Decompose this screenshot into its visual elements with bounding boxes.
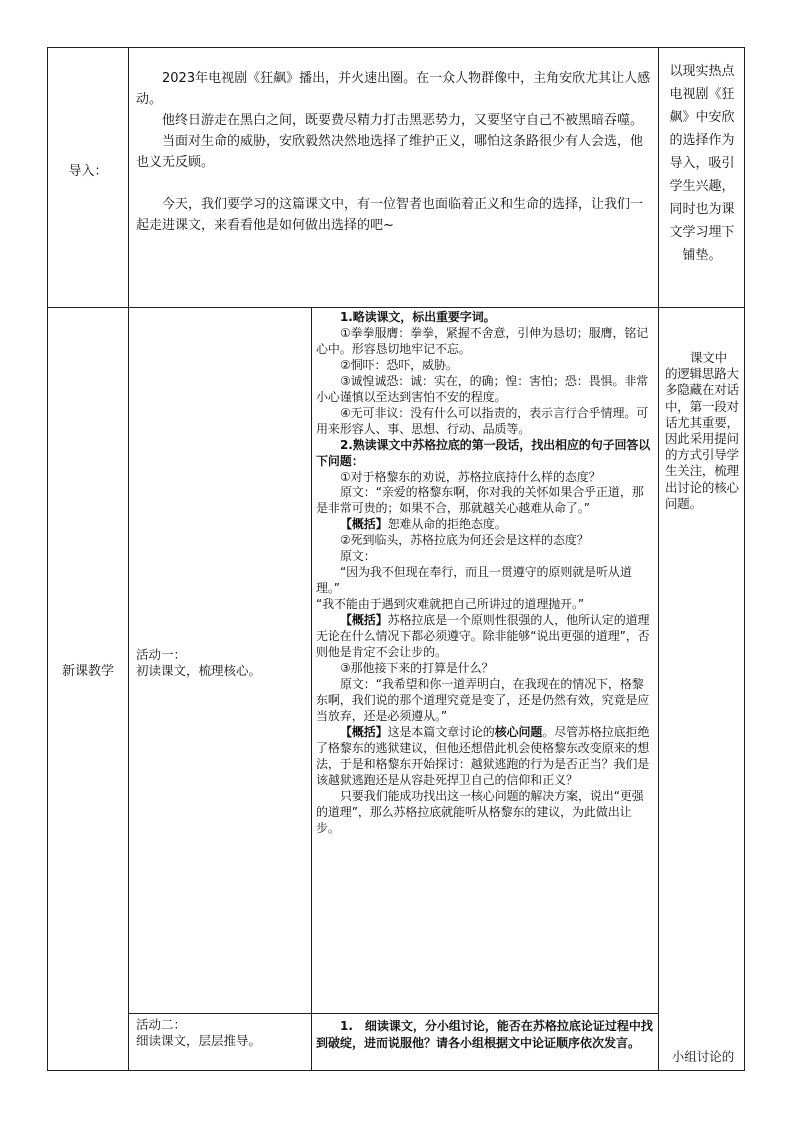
core-question-highlight: 核心问题 (494, 724, 543, 739)
activity2-task: 1. 细读课文，分小组讨论，能否在苏格拉底论证过程中找到破绽，进而说服他？请各小组根据文中论证顺序依次发言。 (316, 1019, 653, 1050)
intro-paragraph: 今天，我们要学习的这篇课文中，有一位智者也面临着正义和生命的选择，让我们一起走进课文，来看看他是如何做出选择的吧~ (136, 197, 644, 233)
step2-heading: 2.熟读课文中苏格拉底的第一段话，找出相应的句子回答以下问题： (316, 437, 651, 468)
activity1-subtitle: 初读课文，梳理核心。 (136, 663, 262, 678)
activity2-design-note: 小组讨论的 (671, 1049, 735, 1064)
intro-paragraph: 他终日游走在黑白之间，既要费尽精力打击黑恶势力，又要坚守自己不被黑暗吞噬。 (162, 113, 644, 128)
activity1-title: 活动一： (136, 647, 187, 662)
question-3-quote: 原文：“我希望和你一道弄明白，在我现在的情况下，格黎东啊，我们说的那个道理究竟是变了，还是仍然有效，究竟是应当放弃，还是必须遵从。” (316, 676, 650, 723)
summary-text: 苏格拉底是一个原则性很强的人，他所认定的道理无论在什么情况下都必须遵守。除非能够“说出更强的道理”，否则他是肯定不会让步的。 (316, 613, 650, 660)
table-divider-1 (128, 47, 129, 1071)
table-divider-3 (658, 47, 659, 1071)
question-2-label: 原文： (340, 549, 376, 564)
vocab-item: ①拳拳服膺：拳拳，紧握不舍意，引伸为恳切；服膺，铭记心中。形容恳切地牢记不忘。 (316, 325, 649, 356)
table-row-divider (47, 307, 745, 308)
intro-paragraph: 2023年电视剧《狂飙》播出，并火速出圈。在一众人物群像中，主角安欣尤其让人感动。 (136, 71, 651, 107)
conclusion: 只要我们能成功找出这一核心问题的解决方案，说出“更强的道理”，那么苏格拉底就能听从格黎东的建议，为此做出让步。 (316, 788, 644, 835)
question-2-quote: “我不能由于遇到灾难就把自己所讲过的道理抛开。” (316, 597, 585, 612)
table-border-right (744, 47, 745, 1071)
activity2-content (316, 1018, 654, 1051)
question-3: ③那他接下来的打算是什么？ (340, 660, 494, 675)
summary-tag: 【概括】 (340, 517, 388, 532)
new-lesson-label: 新课教学 (61, 664, 114, 679)
table-border-bottom (47, 1070, 745, 1071)
step1-heading: 1.略读课文，标出重要字词。 (340, 310, 496, 324)
intro-paragraph: 当面对生命的威胁，安欣毅然决然地选择了维护正义，哪怕这条路很少有人会选，他也义无反顾。 (136, 134, 644, 170)
question-2-summary (316, 613, 654, 661)
activity2-cell (136, 1017, 308, 1049)
summary-tag: 【概括】 (340, 613, 388, 628)
vocab-item: ④无可非议：没有什么可以指责的，表示言行合乎情理。可用来形容人、事、思想、行动、品质等。 (316, 405, 649, 436)
question-1: ①对于格黎东的劝说，苏格拉底持什么样的态度？ (340, 469, 601, 484)
summary-text: 。尽管苏格拉底拒绝了格黎东的逃狱建议，但他还想借此机会使格黎东改变原来的想法，于是和格黎东开始探讨：越狱逃跑的行为是否正当？我们是该越狱逃跑还是从容赴死捍卫自己的信仰和正义？ (316, 724, 650, 787)
table-divider-2 (311, 307, 312, 1071)
question-2: ②死到临头，苏格拉底为何还会是这样的态度？ (340, 533, 589, 548)
question-3-summary (316, 725, 654, 789)
question-1-summary (316, 517, 654, 533)
intro-content (136, 68, 652, 236)
activity1-content (316, 310, 654, 836)
activity1-design-note: 课文中的逻辑思路大多隐藏在对话中，第一段对话尤其重要，因此采用提问的方式引导学生关注，梳理出讨论的核心问题。 (665, 350, 739, 511)
intro-label: 导入： (68, 164, 108, 179)
question-1-quote: 原文：“亲爱的格黎东啊，你对我的关怀如果合乎正道，那是非常可贵的；如果不合，那就越关心越难从命了。” (316, 485, 644, 516)
table-activity-divider (128, 1013, 659, 1014)
question-2-quote: “因为我不但现在奉行，而且一贯遵守的原则就是听从道理。” (316, 565, 632, 596)
summary-text: 这是本篇文章讨论的 (387, 724, 495, 739)
activity1-cell (136, 647, 308, 679)
table-border-left (47, 47, 48, 1071)
summary-text: 恕难从命的拒绝态度。 (387, 517, 507, 532)
activity2-title: 活动二： (136, 1017, 187, 1032)
vocab-item: ③诚惶诚恐：诚：实在，的确；惶：害怕；恐：畏惧。非常小心谨慎以至达到害怕不安的程度。 (316, 373, 649, 404)
vocab-item: ②恫吓：恐吓，威胁。 (340, 357, 458, 372)
table-border-top (47, 47, 745, 48)
summary-tag: 【概括】 (340, 724, 388, 739)
activity2-subtitle: 细读课文，层层推导。 (136, 1033, 262, 1048)
intro-design-note: 以现实热点电视剧《狂飙》中安欣的选择作为导入，吸引学生兴趣，同时也为课文学习埋下铺垫。 (669, 64, 735, 263)
